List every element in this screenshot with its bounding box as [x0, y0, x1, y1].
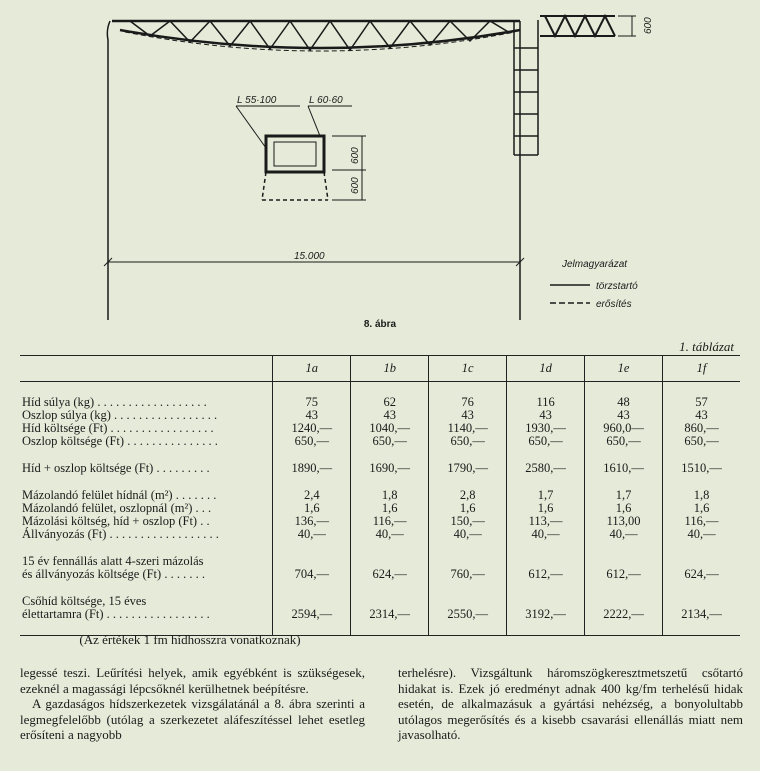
row-label: 15 év fennállás alatt 4-szeri mázolás	[22, 554, 204, 568]
cell-value: 2594,—	[273, 608, 351, 621]
paragraph: terhelésre). Vizsgáltunk háromszögkeresztmetszetű csőtartó hidakat is. Ezek jó eredményt adnak 400 kg/fm terhelésű hidak esetén, de alkalmazásuk a gyártási nehézség, a bonyolultabb utólagos megerősítés és a kisebb csavarási ellenállás miatt nem javasolható.	[398, 665, 743, 742]
cell-value: 76	[429, 396, 507, 409]
cell-value: 1040,—	[351, 422, 429, 435]
truss-diagonals	[130, 21, 510, 50]
table-row	[20, 528, 740, 541]
cell-value: 650,—	[273, 435, 351, 448]
cell-value: 1,8	[663, 489, 741, 502]
cell-value: 650,—	[663, 435, 741, 448]
cell-value: 612,—	[507, 568, 585, 581]
cell-value: 43	[429, 409, 507, 422]
legend-item-main: törzstartó	[596, 281, 638, 292]
cell-value: 1610,—	[585, 462, 663, 475]
cost-table	[20, 355, 740, 636]
upper-truss	[540, 16, 615, 36]
legend-title: Jelmagyarázat	[562, 259, 628, 270]
header-col: 1b	[351, 356, 429, 382]
lattice-tower	[514, 20, 538, 155]
dim-label-upper: 600	[350, 147, 361, 164]
cross-section-leg	[262, 172, 266, 200]
cell-value: 43	[507, 409, 585, 422]
cell-value: 48	[585, 396, 663, 409]
cell-value: 2314,—	[351, 608, 429, 621]
cell-value: 113,—	[507, 515, 585, 528]
cell-value: 1,7	[585, 489, 663, 502]
cell-value: 43	[273, 409, 351, 422]
cell-value: 116,—	[351, 515, 429, 528]
cross-section	[266, 136, 324, 172]
header-blank	[20, 356, 273, 382]
cell-value: 1240,—	[273, 422, 351, 435]
cell-value: 760,—	[429, 568, 507, 581]
cell-value: 43	[351, 409, 429, 422]
cell-value: 150,—	[429, 515, 507, 528]
cell-value: 624,—	[663, 568, 741, 581]
cell-value: 1,6	[351, 502, 429, 515]
cell-value: 116,—	[663, 515, 741, 528]
left-support	[107, 21, 110, 320]
cell-value: 1,7	[507, 489, 585, 502]
row-label: Oszlop súlya (kg) . . . . . . . . . . . . . . . . .	[22, 408, 218, 422]
cell-value: 1930,—	[507, 422, 585, 435]
cell-value: 2,8	[429, 489, 507, 502]
cell-value: 650,—	[351, 435, 429, 448]
row-label: élettartamra (Ft) . . . . . . . . . . . . . . . . .	[22, 607, 210, 621]
cell-value: 2222,—	[585, 608, 663, 621]
cell-value: 704,—	[273, 568, 351, 581]
cell-value: 40,—	[273, 528, 351, 541]
row-label: Híd súlya (kg) . . . . . . . . . . . . . . . . . .	[22, 395, 207, 409]
row-label: Mázolandó felület hídnál (m²) . . . . . . .	[22, 488, 217, 502]
cell-value: 650,—	[585, 435, 663, 448]
figure-caption: 8. ábra	[363, 319, 397, 330]
row-label: Híd költsége (Ft) . . . . . . . . . . . . . . . . .	[22, 421, 214, 435]
angle-label-2: L 60·60	[309, 95, 343, 106]
row-label: és állványozás költsége (Ft) . . . . . . .	[22, 567, 205, 581]
header-col: 1f	[663, 356, 741, 382]
cell-value: 2580,—	[507, 462, 585, 475]
cell-value: 43	[585, 409, 663, 422]
paragraph: legessé teszi. Leűrítési helyek, amik egyébként is szükségesek, ezeknél a magassági lépcsőknél kerülhetnek beépítésre.	[20, 665, 365, 696]
table-row	[20, 608, 740, 621]
cell-value: 1,6	[273, 502, 351, 515]
cell-value: 40,—	[663, 528, 741, 541]
dim-label-lower: 600	[350, 177, 361, 194]
table-row	[20, 435, 740, 448]
cell-value: 1,6	[507, 502, 585, 515]
header-col: 1c	[429, 356, 507, 382]
cell-value: 1,8	[351, 489, 429, 502]
table-note: (Az értékek 1 fm hídhosszra vonatkoznak)	[79, 632, 301, 647]
truss-bottom-chord	[120, 30, 520, 48]
cell-value: 3192,—	[507, 608, 585, 621]
table-row	[20, 568, 740, 581]
angle-label-1: L 55·100	[237, 95, 277, 106]
cell-value: 650,—	[507, 435, 585, 448]
cell-value: 1,6	[585, 502, 663, 515]
cell-value: 624,—	[351, 568, 429, 581]
spacer-row	[20, 448, 740, 462]
row-label: Mázolandó felület, oszlopnál (m²) . . .	[22, 501, 212, 515]
table-header-row	[20, 356, 740, 382]
cell-value: 1790,—	[429, 462, 507, 475]
cell-value: 960,0—	[585, 422, 663, 435]
cell-value: 2134,—	[663, 608, 741, 621]
cell-value: 1510,—	[663, 462, 741, 475]
cell-value: 612,—	[585, 568, 663, 581]
cell-value: 136,—	[273, 515, 351, 528]
cell-value: 2550,—	[429, 608, 507, 621]
spacer-row	[20, 541, 740, 555]
text-column-right	[398, 665, 743, 743]
row-label: Állványozás (Ft) . . . . . . . . . . . . . . . . . .	[22, 527, 219, 541]
cell-value: 650,—	[429, 435, 507, 448]
spacer-row	[20, 382, 740, 397]
spacer-row	[20, 581, 740, 595]
header-col: 1d	[507, 356, 585, 382]
cell-value: 2,4	[273, 489, 351, 502]
cell-value: 116	[507, 396, 585, 409]
row-label: Csőhíd költsége, 15 éves	[22, 594, 147, 608]
cell-value: 1690,—	[351, 462, 429, 475]
cell-value: 40,—	[351, 528, 429, 541]
table-label: 1. táblázat	[679, 339, 734, 354]
cell-value: 860,—	[663, 422, 741, 435]
cell-value: 43	[663, 409, 741, 422]
cell-value: 40,—	[507, 528, 585, 541]
cell-value: 40,—	[585, 528, 663, 541]
cell-value: 1,6	[429, 502, 507, 515]
cell-value: 1890,—	[273, 462, 351, 475]
cell-value: 75	[273, 396, 351, 409]
text-column-left	[20, 665, 365, 743]
bridge-drawing	[0, 0, 760, 320]
span-label: 15.000	[294, 251, 325, 262]
cell-value: 57	[663, 396, 741, 409]
row-label: Oszlop költsége (Ft) . . . . . . . . . . . . . . .	[22, 434, 218, 448]
cell-value: 1140,—	[429, 422, 507, 435]
legend-item-strengthening: erősítés	[596, 299, 632, 310]
table-body	[20, 382, 740, 636]
cell-value: 40,—	[429, 528, 507, 541]
header-col: 1e	[585, 356, 663, 382]
row-label: Mázolási költség, híd + oszlop (Ft) . .	[22, 514, 210, 528]
dim-label-right: 600	[643, 17, 654, 34]
cell-value: 1,6	[663, 502, 741, 515]
header-col: 1a	[273, 356, 351, 382]
cell-value: 62	[351, 396, 429, 409]
cell-value: 113,00	[585, 515, 663, 528]
row-label: Híd + oszlop költsége (Ft) . . . . . . . . .	[22, 461, 210, 475]
table-row	[20, 462, 740, 475]
paragraph: A gazdaságos hídszerkezetek vizsgálatánál a 8. ábra szerinti a legmegfelelőbb (utólag a szerkezetet aláfeszítéssel lehet esetleg erősíteni a nagyobb	[20, 696, 365, 742]
spacer-row	[20, 475, 740, 489]
